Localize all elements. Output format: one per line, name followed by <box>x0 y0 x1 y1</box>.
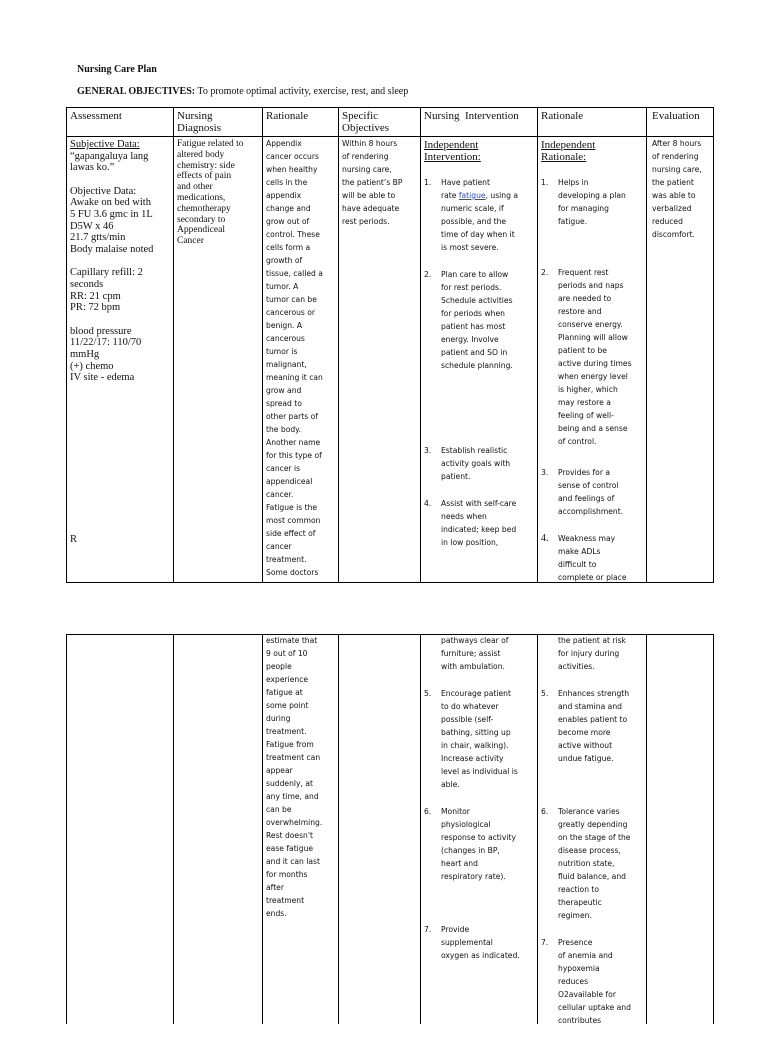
intervention-4-continued: pathways clear of furniture; assist with ambulation. <box>441 636 509 671</box>
intervention-item-2 <box>424 268 536 372</box>
column-divider <box>646 634 647 1024</box>
vital-signs-text: Capillary refill: 2 seconds RR: 21 cpm PR: 72 bpm <box>70 267 143 314</box>
rationale-list <box>541 176 646 598</box>
objective-data-label: Objective Data: <box>70 185 137 197</box>
header-evaluation: Evaluation <box>652 110 700 122</box>
intervention-text: Encourage patient to do whatever possible (self- bathing, sitting up in chair, walking). Increase activity level as individual is able. <box>441 689 518 789</box>
intervention-list-continued <box>424 634 536 976</box>
scientific-rationale-continued: estimate that 9 out of 10 people experience fatigue at some point during treatment. Fatigue from treatment can appear suddenly, at any time, and can be overwhelming. Rest doesn't ease fatigue and it can last for months after treatment ends. <box>266 636 323 918</box>
column-divider <box>338 107 339 583</box>
subjective-data-text: “gapangaluya lang lawas ko.” <box>70 150 149 174</box>
header-nursing-diagnosis: Nursing Diagnosis <box>177 110 221 134</box>
column-divider <box>537 107 538 583</box>
intervention-item-4 <box>424 497 536 549</box>
evaluation-text: After 8 hours of rendering nursing care, the patient was able to verbalized reduced discomfort. <box>652 139 702 239</box>
intervention-text: Establish realistic activity goals with patient. <box>441 446 511 481</box>
subjective-data-label: Subjective Data: <box>70 139 140 150</box>
column-divider <box>66 107 67 583</box>
table-border-right <box>713 107 714 583</box>
intervention-number: 2. <box>424 270 432 279</box>
column-divider <box>338 634 339 1024</box>
independent-intervention-header: Independent Intervention: <box>424 139 481 163</box>
rationale-number: 6. <box>541 807 549 816</box>
rationale-number: 3. <box>541 468 549 477</box>
rationale-number: 4. <box>541 533 549 544</box>
rationale-number: 7. <box>541 938 549 947</box>
rationale-text: Tolerance varies greatly depending on the stage of the disease process, nutrition state, fluid balance, and reaction to therapeutic regimen. <box>558 807 631 920</box>
intervention-number: 4. <box>424 499 432 508</box>
column-divider <box>173 107 174 583</box>
rationale-item-2 <box>541 266 646 448</box>
nursing-diagnosis-text: Fatigue related to altered body chemistry: side effects of pain and other medications, chemotherapy secondary to Appendiceal Cancer <box>177 139 244 247</box>
column-divider <box>420 107 421 583</box>
rationale-item-5 <box>541 687 646 765</box>
rationale-text: Weakness may make ADLs difficult to complete or place <box>558 534 627 582</box>
column-divider <box>66 634 67 1024</box>
intervention-item-7 <box>424 923 536 962</box>
rationale-item-6 <box>541 805 646 922</box>
independent-rationale-header: Independent Rationale: <box>541 139 596 163</box>
intervention-number: 3. <box>424 446 432 455</box>
column-divider <box>646 107 647 583</box>
intervention-number: 6. <box>424 807 432 816</box>
intervention-number: 5. <box>424 689 432 698</box>
rationale-text: Frequent rest periods and naps are needed to restore and conserve energy. Planning will allow patient to be active during times when energy level is higher, which may restore a feeling of well- being and a sense of control. <box>558 268 632 446</box>
page-title: Nursing Care Plan <box>77 64 157 75</box>
rationale-item-3 <box>541 466 646 518</box>
intervention-list <box>424 176 536 563</box>
blood-pressure-text: blood pressure 11/22/17: 110/70 mmHg (+) chemo IV site - edema <box>70 325 142 384</box>
rationale-number: 2. <box>541 268 549 277</box>
column-divider <box>537 634 538 1024</box>
rationale-4-continued: the patient at risk for injury during activities. <box>558 636 626 671</box>
rationale-number: 1. <box>541 178 549 187</box>
intervention-item-5 <box>424 687 536 791</box>
header-rationale: Rationale <box>266 110 309 122</box>
fatigue-link[interactable]: fatigue <box>458 191 486 200</box>
intervention-text: Plan care to allow for rest periods. Schedule activities for periods when patient has most energy. Involve patient and SO in schedule planning. <box>441 270 513 370</box>
rationale-list-continued <box>541 634 646 1041</box>
intervention-item-3 <box>424 444 536 483</box>
intervention-text: Provide supplemental oxygen as indicated. <box>441 925 520 960</box>
header-rationale-2: Rationale <box>541 110 584 122</box>
intervention-text: Assist with self-care needs when indicated; keep bed in low position, <box>441 499 517 547</box>
column-divider <box>262 634 263 1024</box>
rationale-text: Provides for a sense of control and feelings of accomplishment. <box>558 468 624 516</box>
general-objectives <box>77 86 408 97</box>
column-divider <box>262 107 263 583</box>
rationale-text: Presence of anemia and hypoxemia reduces O2available for cellular uptake and contributes <box>558 938 631 1025</box>
assessment-cell <box>70 139 170 384</box>
intervention-item-6 <box>424 805 536 883</box>
intervention-text: Monitor physiological response to activity (changes in BP, heart and respiratory rate). <box>441 807 516 881</box>
header-specific-objectives: Specific Objectives <box>342 110 390 134</box>
intervention-text-part: Have patient rate <box>441 178 490 200</box>
column-divider <box>420 634 421 1024</box>
specific-objectives-text: Within 8 hours of rendering nursing care, the patient’s BP will be able to have adequate rest periods. <box>342 139 403 226</box>
table-border-right <box>713 634 714 1024</box>
rationale-item-4 <box>541 532 646 584</box>
intervention-number: 1. <box>424 178 432 187</box>
rationale-item-1 <box>541 176 646 228</box>
scientific-rationale-text: Appendix cancer occurs when healthy cells in the appendix change and grow out of control. These cells form a growth of tissue, called a tumor. A tumor can be cancerous or benign. A cancerous tumor is malignant, meaning it can grow and spread to other parts of the body. Another name for this type of cancer is appendiceal cancer. Fatigue is the most common side effect of cancer treatment. Some doctors <box>266 139 323 577</box>
objective-data-text: Awake on bed with 5 FU 3.6 gmc in 1L D5W x 46 21.7 gtts/min Body malaise noted <box>70 197 154 255</box>
rationale-text: Helps in developing a plan for managing fatigue. <box>558 178 626 226</box>
general-objectives-text: To promote optimal activity, exercise, rest, and sleep <box>197 86 409 97</box>
intervention-text <box>441 176 518 254</box>
header-nursing-intervention: Nursing Intervention <box>424 110 519 122</box>
intervention-item-1 <box>424 176 536 254</box>
column-divider <box>173 634 174 1024</box>
header-assessment: Assessment <box>70 110 122 122</box>
general-objectives-label: GENERAL OBJECTIVES: <box>77 86 196 97</box>
intervention-number: 7. <box>424 925 432 934</box>
table-border-top <box>66 107 714 108</box>
rationale-item-7 <box>541 936 646 1027</box>
intervention-text-part: , using a numeric scale, if possible, and the time of day when it is most severe. <box>441 191 518 252</box>
rationale-number: 5. <box>541 689 549 698</box>
rationale-text: Enhances strength and stamina and enables patient to become more active without undue fatigue. <box>558 689 630 763</box>
assessment-marker: R <box>70 534 78 545</box>
